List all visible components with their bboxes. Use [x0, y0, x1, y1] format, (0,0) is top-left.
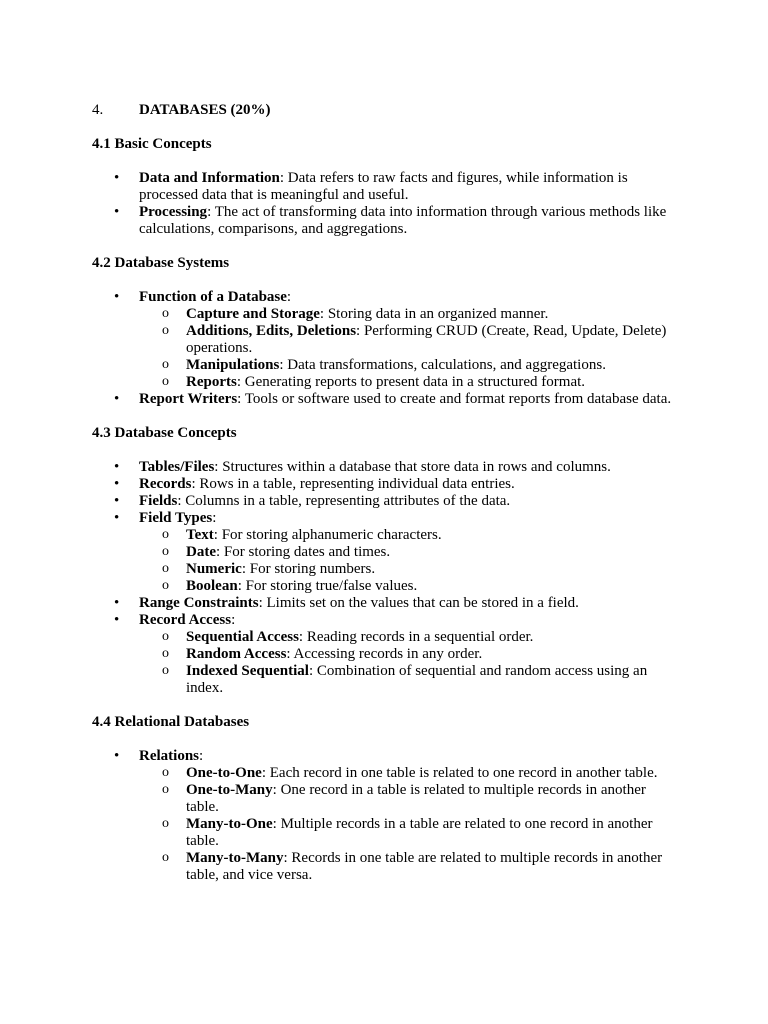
list-item	[92, 748, 682, 884]
definition: : Columns in a table, representing attributes of the data.	[177, 493, 511, 509]
sublist-item	[139, 374, 682, 391]
term: Field Types	[139, 510, 213, 526]
definition: :	[199, 748, 204, 764]
sublist-field-types	[139, 527, 682, 595]
sublist-item	[139, 663, 682, 697]
list-database-concepts	[92, 459, 682, 697]
definition: : Limits set on the values that can be stored in a field.	[258, 595, 579, 611]
list-item	[92, 289, 682, 391]
sublist-item	[139, 544, 682, 561]
sublist-relations	[139, 765, 682, 884]
definition: : Accessing records in any order.	[286, 646, 483, 662]
definition: : Tools or software used to create and format reports from database data.	[237, 391, 672, 407]
sublist-record-access	[139, 629, 682, 697]
definition: : For storing numbers.	[241, 561, 376, 577]
definition: :	[286, 289, 292, 305]
term: Tables/Files	[139, 459, 215, 475]
term: Range Constraints	[139, 595, 259, 611]
term: Records	[139, 476, 192, 492]
definition: : Multiple records in a table are related to one record in another table.	[186, 816, 653, 849]
list-relational-databases	[92, 748, 682, 884]
section-heading-4-2: 4.2 Database Systems	[92, 255, 230, 271]
sublist-item	[139, 765, 682, 782]
definition: : Each record in one table is related to one record in another table.	[261, 765, 658, 781]
section-heading-4-3: 4.3 Database Concepts	[92, 425, 237, 441]
term: Boolean	[186, 578, 238, 594]
definition: : Rows in a table, representing individual data entries.	[191, 476, 515, 492]
definition: : Data refers to raw facts and figures, while information is processed data that is meaningful and useful.	[139, 170, 628, 203]
sublist-item	[139, 629, 682, 646]
term: Numeric	[186, 561, 242, 577]
term: Processing	[139, 204, 208, 220]
list-item	[92, 595, 682, 612]
definition: : Data transformations, calculations, and aggregations.	[279, 357, 606, 373]
list-item	[92, 510, 682, 595]
term: One-to-One	[186, 765, 262, 781]
list-item	[92, 493, 682, 510]
term: Many-to-Many	[186, 850, 284, 866]
list-item	[92, 476, 682, 493]
term: Capture and Storage	[186, 306, 320, 322]
list-basic-concepts	[92, 170, 682, 238]
sublist-item	[139, 850, 682, 884]
term: Sequential Access	[186, 629, 299, 645]
definition: : For storing dates and times.	[216, 544, 391, 560]
definition: :	[231, 612, 236, 628]
chapter-heading	[92, 102, 682, 119]
term: Data and Information	[139, 170, 280, 186]
term: Reports	[186, 374, 237, 390]
list-item	[92, 612, 682, 697]
list-item	[92, 170, 682, 204]
term: Manipulations	[186, 357, 280, 373]
term: One-to-Many	[186, 782, 273, 798]
document-body	[92, 102, 682, 901]
term: Indexed Sequential	[186, 663, 309, 679]
term: Additions, Edits, Deletions	[186, 323, 357, 339]
section-heading-4-4: 4.4 Relational Databases	[92, 714, 250, 730]
sublist-item	[139, 561, 682, 578]
term: Fields	[139, 493, 178, 509]
definition: : For storing true/false values.	[237, 578, 418, 594]
term: Random Access	[186, 646, 287, 662]
sublist-item	[139, 357, 682, 374]
definition: : Records in one table are related to multiple records in another table, and vice versa.	[186, 850, 663, 883]
definition: : For storing alphanumeric characters.	[213, 527, 442, 543]
sublist-item	[139, 816, 682, 850]
term: Record Access	[139, 612, 232, 628]
term: Date	[186, 544, 216, 560]
chapter-number: 4.	[92, 102, 104, 118]
definition: : Reading records in a sequential order.	[298, 629, 534, 645]
term: Relations	[139, 748, 199, 764]
section-heading-4-1: 4.1 Basic Concepts	[92, 136, 212, 152]
list-item	[92, 204, 682, 238]
sublist-item	[139, 578, 682, 595]
list-item	[92, 391, 682, 408]
sublist-item	[139, 646, 682, 663]
definition: : One record in a table is related to multiple records in another table.	[186, 782, 646, 815]
sublist-database-functions	[139, 306, 682, 391]
definition: :	[212, 510, 217, 526]
sublist-item	[139, 323, 682, 357]
sublist-item	[139, 782, 682, 816]
definition: : Storing data in an organized manner.	[319, 306, 549, 322]
definition: : Generating reports to present data in a structured format.	[236, 374, 586, 390]
term: Text	[186, 527, 214, 543]
chapter-title: DATABASES (20%)	[139, 102, 271, 118]
list-item	[92, 459, 682, 476]
sublist-item	[139, 527, 682, 544]
term: Function of a Database	[139, 289, 287, 305]
sublist-item	[139, 306, 682, 323]
definition: : The act of transforming data into information through various methods like calculations, comparisons, and aggregations.	[139, 204, 667, 237]
definition: : Performing CRUD (Create, Read, Update, Delete) operations.	[186, 323, 667, 356]
definition: : Structures within a database that store data in rows and columns.	[214, 459, 611, 475]
term: Many-to-One	[186, 816, 273, 832]
list-database-systems	[92, 289, 682, 408]
term: Report Writers	[139, 391, 238, 407]
definition: : Combination of sequential and random access using an index.	[186, 663, 648, 696]
